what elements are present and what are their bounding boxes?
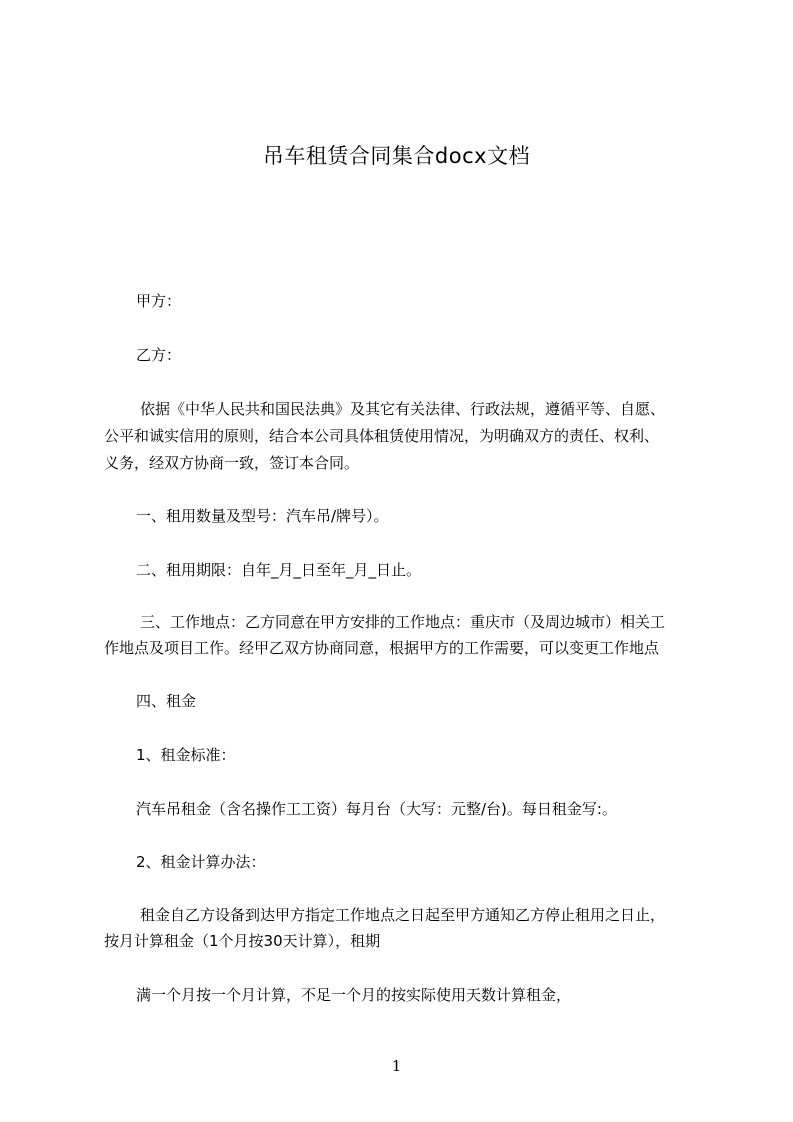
rent-calc-heading: 2、租金计算办法：	[136, 853, 266, 871]
intro-line-2: 公平和诚实信用的原则，结合本公司具体租赁使用情况，为明确双方的责任、权利、	[104, 427, 660, 445]
rent-calc-line-2: 按月计算租金（1个月按30天计算），租期	[104, 932, 381, 950]
rent-calc-line-1: 租金自乙方设备到达甲方指定工作地点之日起至甲方通知乙方停止租用之日止，	[140, 906, 666, 924]
document-title: 吊车租赁合同集合docx文档	[262, 144, 531, 168]
clause-3-line-1: 三、工作地点：乙方同意在甲方安排的工作地点：重庆市（及周边城市）相关工	[140, 613, 666, 631]
clause-2: 二、租用期限：自年_月_日至年_月_日止。	[136, 561, 422, 579]
party-b-label: 乙方：	[136, 346, 182, 364]
rent-standard-heading: 1、租金标准：	[136, 746, 236, 764]
intro-line-3: 义务，经双方协商一致，签订本合同。	[104, 454, 360, 472]
clause-3-line-2: 作地点及项目工作。经甲乙双方协商同意，根据甲方的工作需要，可以变更工作地点	[104, 639, 660, 657]
page-number: 1	[391, 1057, 402, 1075]
intro-line-1: 依据《中华人民共和国民法典》及其它有关法律、行政法规，遵循平等、自愿、	[140, 400, 666, 418]
clause-4-heading: 四、租金	[136, 692, 197, 710]
clause-1: 一、租用数量及型号：汽车吊/牌号）。	[136, 507, 389, 525]
rent-calc-line-3: 满一个月按一个月计算，不足一个月的按实际使用天数计算租金，	[136, 986, 572, 1004]
party-a-label: 甲方：	[136, 292, 182, 310]
rent-standard-text: 汽车吊租金（含名操作工工资）每月台（大写：元整/台)。每日租金写:。	[136, 800, 617, 818]
